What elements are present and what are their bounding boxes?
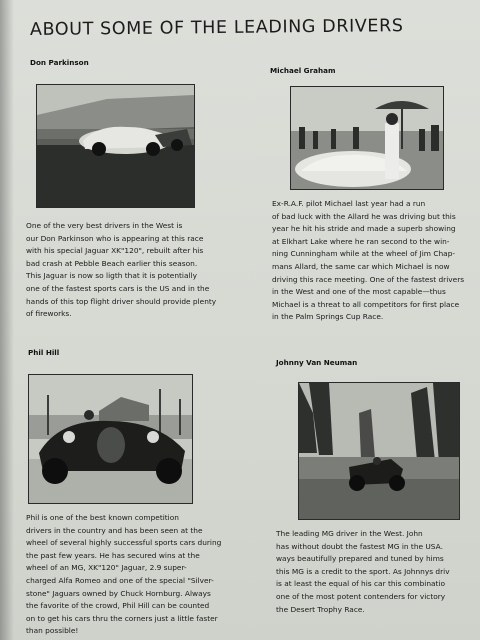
mg-car-photo	[298, 382, 460, 520]
driver-text-parkinson: One of the very best drivers in the West is our Don Parkinson who is appearing at this race with his special Jaguar XK"120", rebuilt after his bad crash at Pebble Beach earlier this season. This Jaguar is now so ligth that it is potentially one of the fastest sports cars is the US and in the hands of this top flight driver should provide plenty of fireworks.	[26, 221, 217, 319]
driver-name-graham: Michael Graham	[270, 66, 336, 75]
driver-name-hill: Phil Hill	[28, 348, 60, 357]
driver-portrait-photo	[290, 86, 444, 190]
page-heading: ABOUT SOME OF THE LEADING DRIVERS	[29, 16, 404, 40]
driver-text-graham: Ex-R.A.F. pilot Michael last year had a run of bad luck with the Allard he was driving but this year he hit his stride and made a superb showing at Elkhart Lake where he ran second to the win- ning Cunningham while at the wheel of Jim Chap- mans Allard, the same car which Michael is now driving this race meeting. One of the fastest drivers in the West and one of the most capable—thus Michael is a threat to all competitors for first place in the Palm Springs Cup Race.	[272, 199, 465, 322]
driver-name-parkinson: Don Parkinson	[30, 58, 89, 67]
alfa-romeo-photo	[28, 374, 193, 504]
page-edge-shadow	[0, 0, 14, 640]
driver-text-hill: Phil is one of the best known competition drivers in the country and has been seen at the wheel of several highly successful sports cars during the past few years. He has secured wins at the wheel of an MG, XK"120" Jaguar, 2.9 super- charged Alfa Romeo and one of the special "Silver- stone" Jaguars owned by Chuck Hornburg. Always the favorite of the crowd, Phil Hill can be counted on to get his cars thru the corners just a little faster than possible!	[26, 513, 222, 636]
race-car-photo	[36, 84, 195, 208]
driver-name-van-neuman: Johnny Van Neuman	[276, 358, 358, 367]
driver-text-van-neuman: The leading MG driver in the West. John has without doubt the fastest MG in the USA. ways beautifully prepared and tuned by hims this MG is a credit to the sport. As Johnnys driv is at least the equal of his car this combinatio one of the most potent contenders for victory the Desert Trophy Race.	[276, 529, 450, 614]
